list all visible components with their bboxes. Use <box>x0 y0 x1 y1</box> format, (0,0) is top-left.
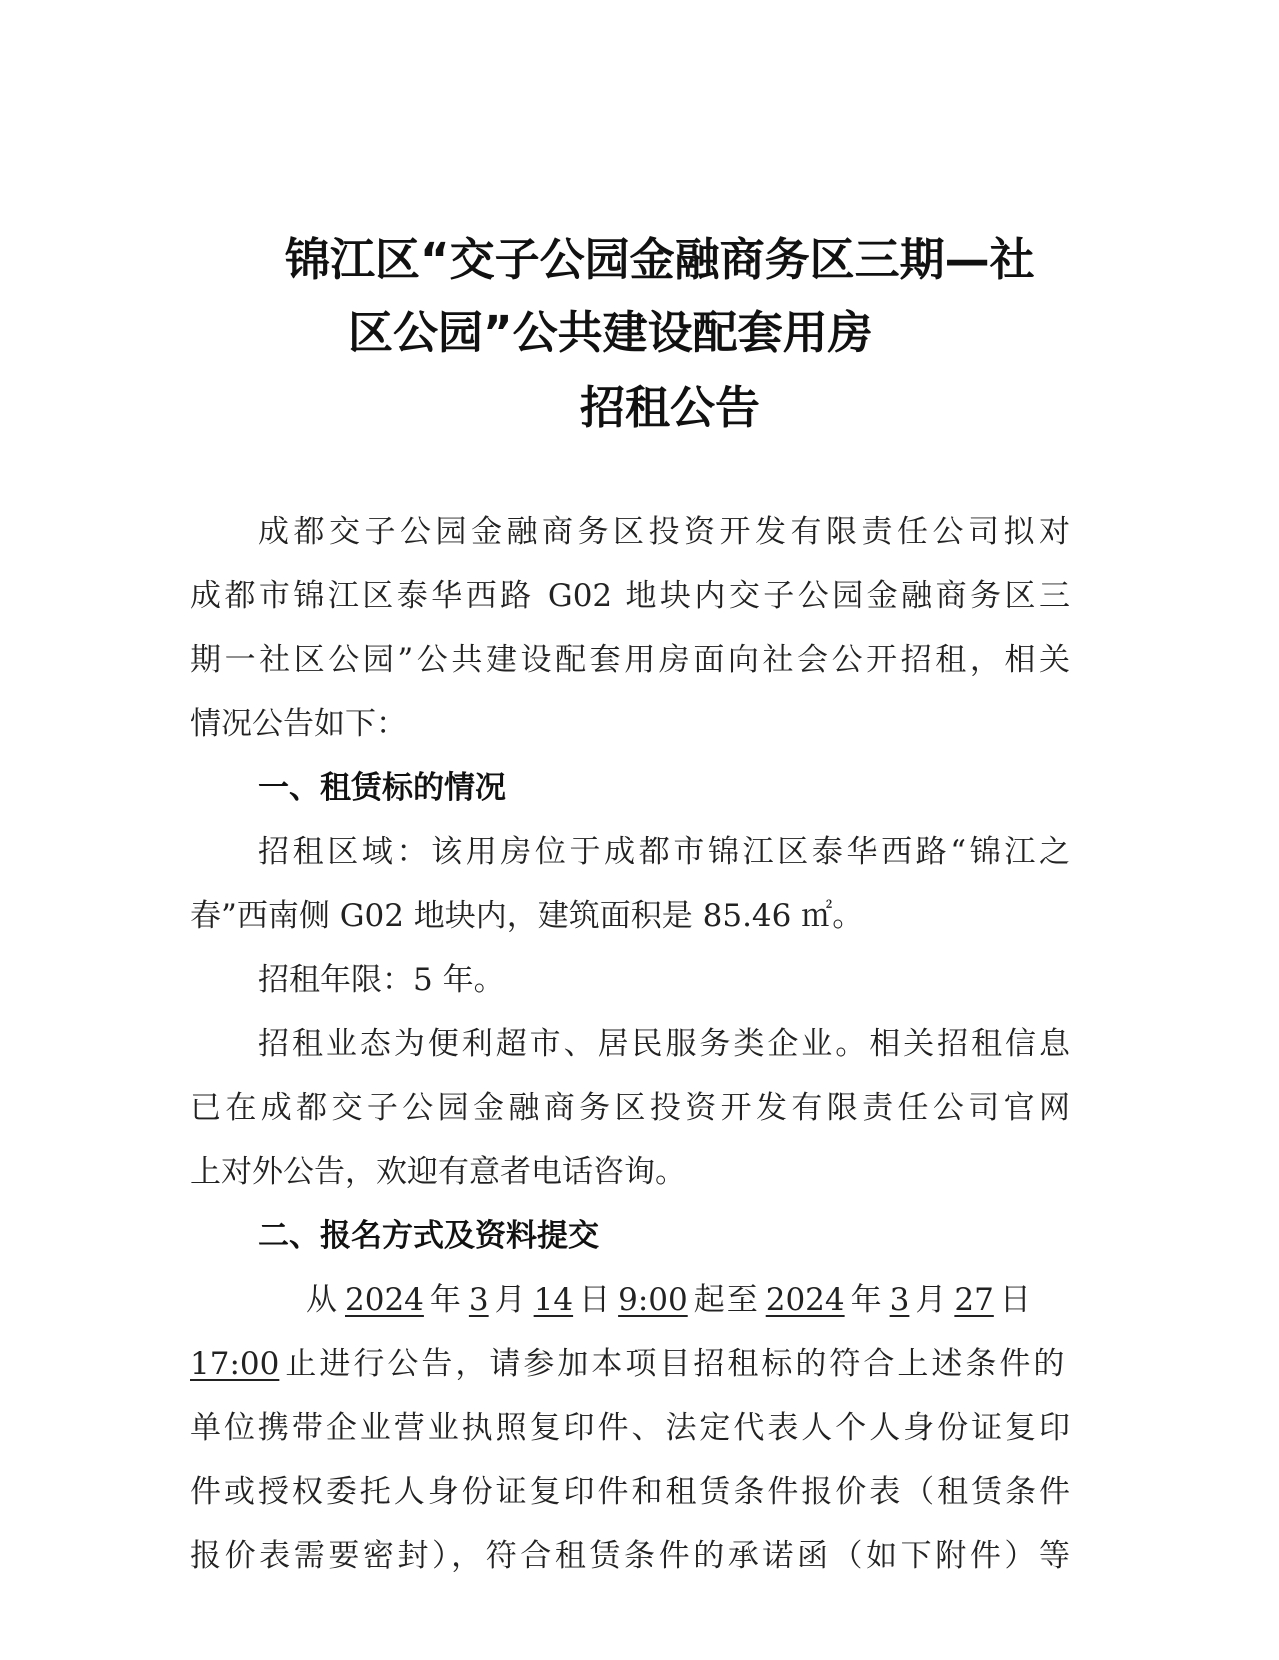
start-day: 14 <box>533 1282 574 1318</box>
end-month: 3 <box>889 1282 910 1318</box>
intro-line-1: 成都交子公园金融商务区投资开发有限责任公司拟对 <box>258 514 1070 550</box>
section1-heading: 一、租赁标的情况 <box>258 770 506 806</box>
intro-line-2: 成都市锦江区泰华西路 G02 地块内交子公园金融商务区三 <box>190 578 1070 614</box>
end-time: 17:00 <box>190 1346 280 1382</box>
start-year: 2024 <box>345 1282 424 1318</box>
section2-heading: 二、报名方式及资料提交 <box>258 1218 599 1254</box>
start-month: 3 <box>468 1282 489 1318</box>
business-line-1: 招租业态为便利超市、居民服务类企业。相关招租信息 <box>258 1026 1070 1062</box>
intro-line-4: 情况公告如下： <box>190 706 407 742</box>
date-from: 从 <box>306 1282 339 1318</box>
body-line-3: 报价表需要密封），符合租赁条件的承诺函（如下附件）等 <box>190 1538 1070 1574</box>
business-line-2: 已在成都交子公园金融商务区投资开发有限责任公司官网 <box>190 1090 1070 1126</box>
intro-line-3: 期一社区公园”公共建设配套用房面向社会公开招租，相关 <box>190 642 1070 678</box>
business-line-3: 上对外公告，欢迎有意者电话咨询。 <box>190 1154 686 1190</box>
date-range-line <box>306 1278 1070 1322</box>
document-title-line-1: 锦江区“交子公园金融商务区三期—社 <box>285 233 1035 286</box>
body-line-1: 单位携带企业营业执照复印件、法定代表人个人身份证复印 <box>190 1410 1070 1446</box>
year-char: 年 <box>429 1282 463 1318</box>
end-day: 27 <box>954 1282 994 1318</box>
document-title-line-2: 区公园”公共建设配套用房 <box>348 306 873 359</box>
area-line-1: 招租区域：该用房位于成都市锦江区泰华西路“锦江之 <box>258 834 1070 870</box>
end-day-char: 日 <box>999 1282 1033 1318</box>
end-month-char: 月 <box>915 1282 949 1318</box>
month-char: 月 <box>494 1282 528 1318</box>
end-year: 2024 <box>765 1282 845 1318</box>
start-time: 9:00 <box>618 1282 688 1318</box>
body-line-2: 件或授权委托人身份证复印件和租赁条件报价表（租赁条件 <box>190 1474 1070 1510</box>
area-line-2: 春”西南侧 G02 地块内，建筑面积是 85.46 ㎡。 <box>190 898 864 934</box>
day-char: 日 <box>579 1282 613 1318</box>
date-to: 起至 <box>693 1282 760 1318</box>
after-time-text: 止进行公告，请参加本项目招租标的符合上述条件的 <box>285 1346 1068 1382</box>
end-time-line <box>190 1342 1067 1386</box>
document-title-line-3: 招租公告 <box>580 381 761 434</box>
end-year-char: 年 <box>850 1282 884 1318</box>
term-line: 招租年限：5 年。 <box>258 962 505 998</box>
